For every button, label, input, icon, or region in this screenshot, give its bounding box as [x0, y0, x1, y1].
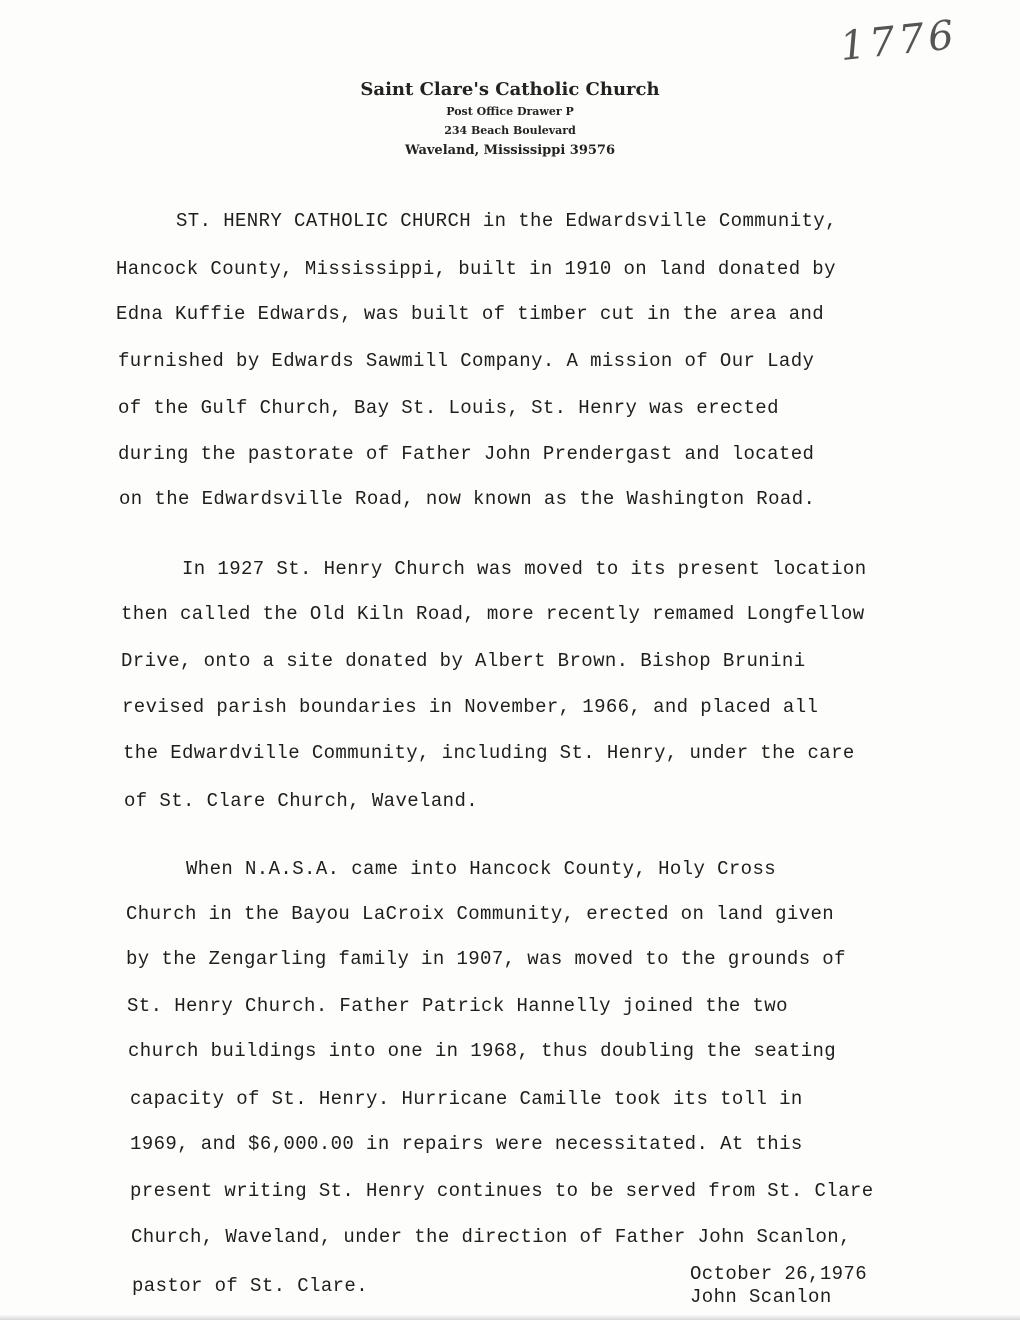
paragraph-3-line-8: present writing St. Henry continues to be served from St. Clare — [130, 1180, 874, 1202]
paragraph-1-line-7: on the Edwardsville Road, now known as the Washington Road. — [119, 488, 816, 510]
page-bottom-edge — [0, 1314, 1020, 1320]
paragraph-3-line-1: When N.A.S.A. came into Hancock County, Holy Cross — [186, 858, 777, 880]
paragraph-2-line-5: the Edwardville Community, including St. Henry, under the care — [123, 742, 855, 764]
paragraph-1-line-5: of the Gulf Church, Bay St. Louis, St. Henry was erected — [118, 397, 779, 419]
paragraph-2-line-2: then called the Old Kiln Road, more recently remamed Longfellow — [121, 603, 865, 625]
paragraph-1-line-2: Hancock County, Mississippi, built in 1910 on land donated by — [116, 258, 836, 280]
paragraph-3-line-4: St. Henry Church. Father Patrick Hannelly joined the two — [127, 995, 788, 1017]
paragraph-2-line-1: In 1927 St. Henry Church was moved to its present location — [182, 558, 867, 580]
paragraph-2-line-6: of St. Clare Church, Waveland. — [124, 790, 479, 812]
paragraph-3-line-7: 1969, and $6,000.00 in repairs were necessitated. At this — [130, 1133, 803, 1155]
paragraph-2-line-3: Drive, onto a site donated by Albert Brown. Bishop Brunini — [121, 650, 806, 672]
signature-date: October 26,1976 — [690, 1263, 868, 1285]
letterhead-name: Saint Clare's Catholic Church — [360, 79, 660, 100]
paragraph-3-line-10: pastor of St. Clare. — [132, 1275, 369, 1297]
letterhead-po-box: Post Office Drawer P — [446, 105, 574, 118]
paragraph-1-line-1: ST. HENRY CATHOLIC CHURCH in the Edwardsville Community, — [176, 210, 837, 232]
paragraph-1-line-6: during the pastorate of Father John Prendergast and located — [118, 443, 815, 465]
signature-name: John Scanlon — [690, 1286, 832, 1308]
paragraph-2-line-4: revised parish boundaries in November, 1966, and placed all — [122, 696, 819, 718]
letterhead-street: 234 Beach Boulevard — [444, 124, 576, 137]
paragraph-3-line-5: church buildings into one in 1968, thus doubling the seating — [128, 1040, 837, 1062]
paragraph-3-line-3: by the Zengarling family in 1907, was moved to the grounds of — [126, 948, 846, 970]
paragraph-3-line-6: capacity of St. Henry. Hurricane Camille took its toll in — [130, 1088, 803, 1110]
paragraph-1-line-4: furnished by Edwards Sawmill Company. A mission of Our Lady — [118, 350, 815, 372]
paragraph-1-line-3: Edna Kuffie Edwards, was built of timber cut in the area and — [116, 303, 825, 325]
letterhead — [0, 78, 1020, 162]
paragraph-3-line-2: Church in the Bayou LaCroix Community, erected on land given — [126, 903, 835, 925]
paragraph-3-line-9: Church, Waveland, under the direction of Father John Scanlon, — [131, 1226, 851, 1248]
handwritten-annotation: 1776 — [838, 11, 961, 71]
letterhead-city: Waveland, Mississippi 39576 — [404, 143, 616, 158]
